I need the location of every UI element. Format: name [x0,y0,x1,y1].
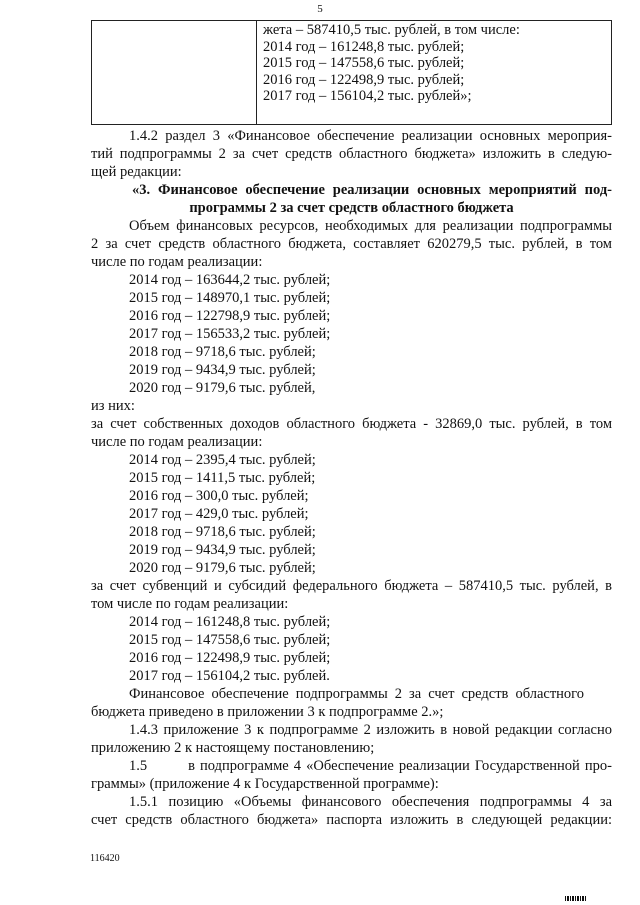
paragraph-line: граммы» (приложение 4 к Государственной программе): [91,776,439,792]
paragraph-line: из них: [91,398,135,414]
funding-table [91,20,612,125]
year-line: 2014 год – 2395,4 тыс. рублей; [129,452,316,468]
paragraph-line: Финансовое обеспечение подпрограммы 2 за счет средств областного [129,686,584,702]
table-line: 2015 год – 147558,6 тыс. рублей; [263,55,465,72]
year-line: 2016 год – 300,0 тыс. рублей; [129,488,309,504]
paragraph-line: бюджета приведено в приложении 3 к подпрограмме 2.»; [91,704,444,720]
year-line: 2014 год – 163644,2 тыс. рублей; [129,272,331,288]
year-line: 2015 год – 148970,1 тыс. рублей; [129,290,331,306]
paragraph-line: 1.4.3 приложение 3 к подпрограмме 2 изложить в новой редакции согласно [129,722,612,738]
paragraph-line: 1.5 в подпрограмме 4 «Обеспечение реализации Государственной про- [129,758,612,774]
paragraph-line: приложению 2 к настоящему постановлению; [91,740,375,756]
year-line: 2018 год – 9718,6 тыс. рублей; [129,344,316,360]
year-line: 2015 год – 147558,6 тыс. рублей; [129,632,331,648]
year-line: 2017 год – 429,0 тыс. рублей; [129,506,309,522]
year-line: 2014 год – 161248,8 тыс. рублей; [129,614,331,630]
table-line: 2016 год – 122498,9 тыс. рублей; [263,71,465,88]
paragraph-line: том числе по годам реализации: [91,596,289,612]
year-line: 2019 год – 9434,9 тыс. рублей; [129,362,316,378]
paragraph-line: за счет субвенций и субсидий федерального бюджета – 587410,5 тыс. рублей, в [91,578,612,594]
year-line: 2017 год – 156104,2 тыс. рублей. [129,668,330,684]
paragraph-line: Объем финансовых ресурсов, необходимых для реализации подпрограммы [129,218,612,234]
paragraph-line: 1.4.2 раздел 3 «Финансовое обеспечение реализации основных мероприя- [129,128,612,144]
paragraph-line: числе по годам реализации: [91,434,263,450]
paragraph-line: счет средств областного бюджета» паспорта изложить в следующей редакции: [91,812,612,828]
year-line: 2015 год – 1411,5 тыс. рублей; [129,470,316,486]
document-code: 116420 [90,853,120,864]
table-right-cell [257,21,612,125]
section-heading: «3. Финансовое обеспечение реализации основных мероприятий под- [132,182,612,198]
paragraph-line: числе по годам реализации: [91,254,263,270]
year-line: 2020 год – 9179,6 тыс. рублей, [129,380,316,396]
paragraph-line: за счет собственных доходов областного бюджета - 32869,0 тыс. рублей, в том [91,416,612,432]
table-left-cell [92,21,257,125]
page-number: 5 [317,3,323,15]
section-heading: программы 2 за счет средств областного бюджета [189,200,514,216]
paragraph-line: 2 за счет средств областного бюджета, составляет 620279,5 тыс. рублей, в том [91,236,612,252]
paragraph-line: щей редакции: [91,164,182,180]
year-line: 2016 год – 122798,9 тыс. рублей; [129,308,331,324]
table-line: 2014 год – 161248,8 тыс. рублей; [263,38,465,55]
year-line: 2020 год – 9179,6 тыс. рублей; [129,560,316,576]
year-line: 2018 год – 9718,6 тыс. рублей; [129,524,316,540]
paragraph-line: 1.5.1 позицию «Объемы финансового обеспечения подпрограммы 4 за [129,794,612,810]
year-line: 2017 год – 156533,2 тыс. рублей; [129,326,331,342]
paragraph-line: тий подпрограммы 2 за счет средств областного бюджета» изложить в следую- [91,146,612,162]
barcode-mark [565,896,587,901]
table-line: 2017 год – 156104,2 тыс. рублей»; [263,88,472,105]
table-line: жета – 587410,5 тыс. рублей, в том числе: [263,22,520,38]
year-line: 2019 год – 9434,9 тыс. рублей; [129,542,316,558]
year-line: 2016 год – 122498,9 тыс. рублей; [129,650,331,666]
